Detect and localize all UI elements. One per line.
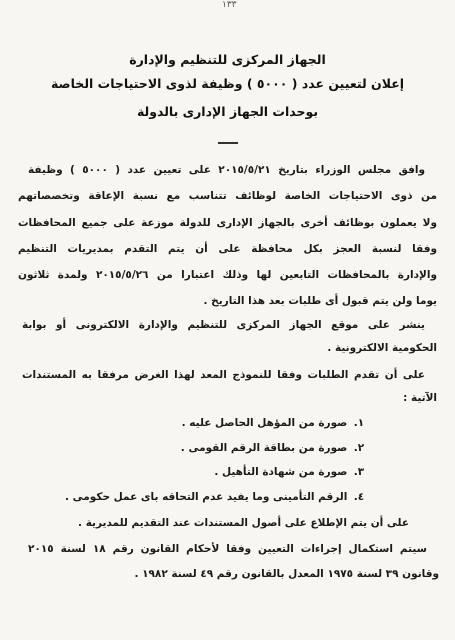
paragraph-2-line-1: ينشر على موقع الجهاز المركزى للتنظيم والإدارة الالكترونى أو بوابة <box>22 319 425 331</box>
list-item <box>60 467 367 478</box>
header-org-name: الجهاز المركزى للتنظيم والإدارة <box>129 52 326 67</box>
header-divider <box>218 142 238 144</box>
list-item-number: ١. <box>353 417 365 429</box>
list-item <box>60 492 367 503</box>
list-item <box>60 443 367 454</box>
list-item <box>60 418 367 429</box>
paragraph-3-line-1: على أن تقدم الطلبات وفقا للنموذج المعد لهذا الغرض مرفقا به المستندات <box>22 369 425 381</box>
paragraph-1-line-1: وافق مجلس الوزراء بتاريخ ٢٠١٥/٥/٢١ على تعيين عدد ( ٥٠٠٠ ) وظيفة <box>28 164 425 176</box>
paragraph-3-line-2: الآتية : <box>403 392 437 404</box>
paragraph-1-line-4: وفقا لنسبة العجز بكل محافظة على أن يتم التقدم بمديريات التنظيم <box>18 243 437 255</box>
header-subtitle: بوحدات الجهاز الإدارى بالدولة <box>136 104 319 119</box>
list-item-text: صورة من بطاقة الرقم القومى . <box>180 442 348 454</box>
page-number: ١٣٣ <box>222 0 237 10</box>
list-item-text: الرقم التأمينى وما يفيد عدم التحاقه باى عمل حكومى . <box>64 491 348 503</box>
header-announcement: إعلان لتعيين عدد ( ٥٠٠٠ ) وظيفة لذوى الاحتياجات الخاصة <box>50 76 405 91</box>
paragraph-1-line-2: من ذوى الاحتياجات الخاصة لوظائف تتناسب مع نسبة الإعاقة وتخصصاتهم <box>18 190 437 202</box>
list-item-number: ٤. <box>353 491 365 503</box>
paragraph-1-line-3: ولا يعملون بوظائف أخرى بالجهاز الإدارى للدولة موزعة على جميع المحافظات <box>18 217 437 229</box>
paragraph-4: على أن يتم الإطلاع على أصول المستندات عند التقديم للمديرية . <box>78 517 409 529</box>
paragraph-1-line-6: يوما ولن يتم قبول أى طلبات بعد هذا التاريخ . <box>203 295 437 307</box>
paragraph-5-line-2: وقانون ٣٩ لسنة ١٩٧٥ المعدل بالقانون رقم ٤٩ لسنة ١٩٨٢ . <box>134 568 439 580</box>
list-item-number: ٣. <box>353 466 365 478</box>
paragraph-1-line-5: والإدارة بالمحافظات التابعين لها وذلك اعتبارا من ٢٠١٥/٥/٢٦ ولمدة ثلاثون <box>18 269 437 281</box>
paragraph-2-line-2: الحكومية الالكترونية . <box>327 342 437 354</box>
list-item-text: صورة من شهادة التأهيل . <box>214 466 348 478</box>
list-item-number: ٢. <box>353 442 365 454</box>
paragraph-5-line-1: سيتم استكمال إجراءات التعيين وفقا لأحكام القانون رقم ١٨ لسنة ٢٠١٥ <box>28 543 428 555</box>
list-item-text: صورة من المؤهل الحاصل عليه . <box>181 417 348 429</box>
